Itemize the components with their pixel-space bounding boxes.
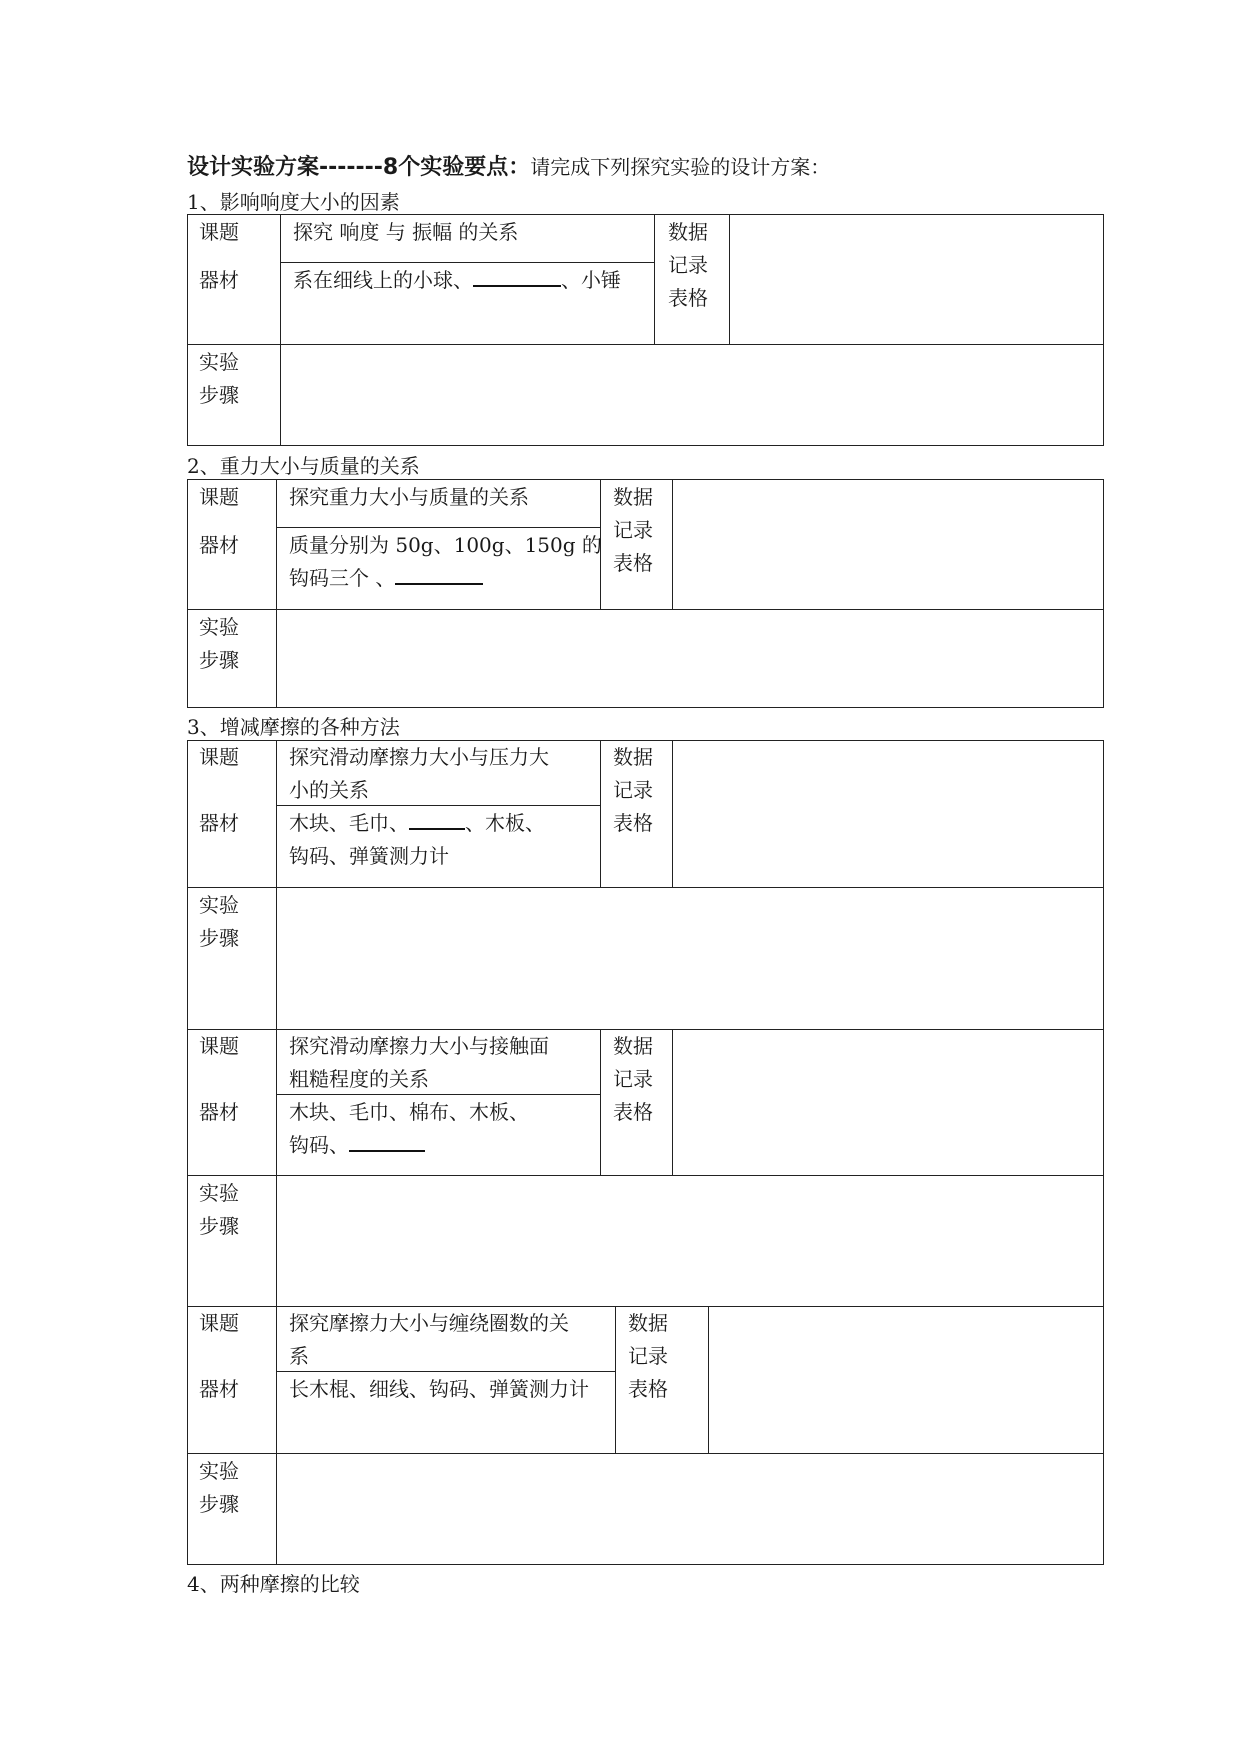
steps-label: 实验 步骤 xyxy=(199,1459,239,1516)
equipment-label: 器材 xyxy=(199,533,239,557)
section-2-heading: 2、重力大小与质量的关系 xyxy=(187,454,420,478)
data-table-label: 数据 记录 表格 xyxy=(613,485,653,575)
page-title xyxy=(187,150,830,181)
equipment-label: 器材 xyxy=(199,1377,239,1401)
equipment-value: 木块、毛巾、 、木板、 钩码、弹簧测力计 xyxy=(289,811,545,868)
data-table-label: 数据 记录 表格 xyxy=(613,1034,653,1124)
section-1-heading: 1、影响响度大小的因素 xyxy=(187,190,400,214)
equipment-value: 木块、毛巾、棉布、木板、 钩码、 xyxy=(289,1100,529,1157)
topic-value: 探究滑动摩擦力大小与压力大 小的关系 xyxy=(289,745,549,802)
topic-value: 探究滑动摩擦力大小与接触面 粗糙程度的关系 xyxy=(289,1034,549,1091)
topic-label: 课题 xyxy=(199,1034,239,1058)
steps-label: 实验 步骤 xyxy=(199,1181,239,1238)
section-3-heading: 3、增减摩擦的各种方法 xyxy=(187,715,400,739)
data-table-label: 数据 记录 表格 xyxy=(628,1311,668,1401)
topic-label: 课题 xyxy=(199,745,239,769)
fill-blank[interactable] xyxy=(473,267,561,287)
topic-label: 课题 xyxy=(199,485,239,509)
fill-blank[interactable] xyxy=(409,810,465,830)
data-table-label: 数据 记录 表格 xyxy=(613,745,653,835)
topic-value: 探究重力大小与质量的关系 xyxy=(289,485,529,509)
equipment-label: 器材 xyxy=(199,1100,239,1124)
equipment-label: 器材 xyxy=(199,268,239,292)
steps-label: 实验 步骤 xyxy=(199,893,239,950)
equipment-label: 器材 xyxy=(199,811,239,835)
topic-label: 课题 xyxy=(199,220,239,244)
equipment-value: 系在细线上的小球、 、小锤 xyxy=(293,268,621,292)
topic-label: 课题 xyxy=(199,1311,239,1335)
equipment-value: 长木棍、细线、钩码、弹簧测力计 xyxy=(289,1377,589,1401)
title-normal: 请完成下列探究实验的设计方案： xyxy=(530,155,831,179)
equipment-value: 质量分别为 50g、100g、150g 的 钩码三个 、 xyxy=(289,533,602,590)
topic-value: 探究 响度 与 振幅 的关系 xyxy=(293,220,519,244)
steps-label: 实验 步骤 xyxy=(199,350,239,407)
topic-value: 探究摩擦力大小与缠绕圈数的关 系 xyxy=(289,1311,569,1368)
fill-blank[interactable] xyxy=(349,1132,425,1152)
title-bold: 设计实验方案-------8个实验要点： xyxy=(187,155,531,180)
section-4-heading: 4、两种摩擦的比较 xyxy=(187,1572,360,1596)
data-table-label: 数据 记录 表格 xyxy=(668,220,708,310)
steps-label: 实验 步骤 xyxy=(199,615,239,672)
fill-blank[interactable] xyxy=(395,565,483,585)
